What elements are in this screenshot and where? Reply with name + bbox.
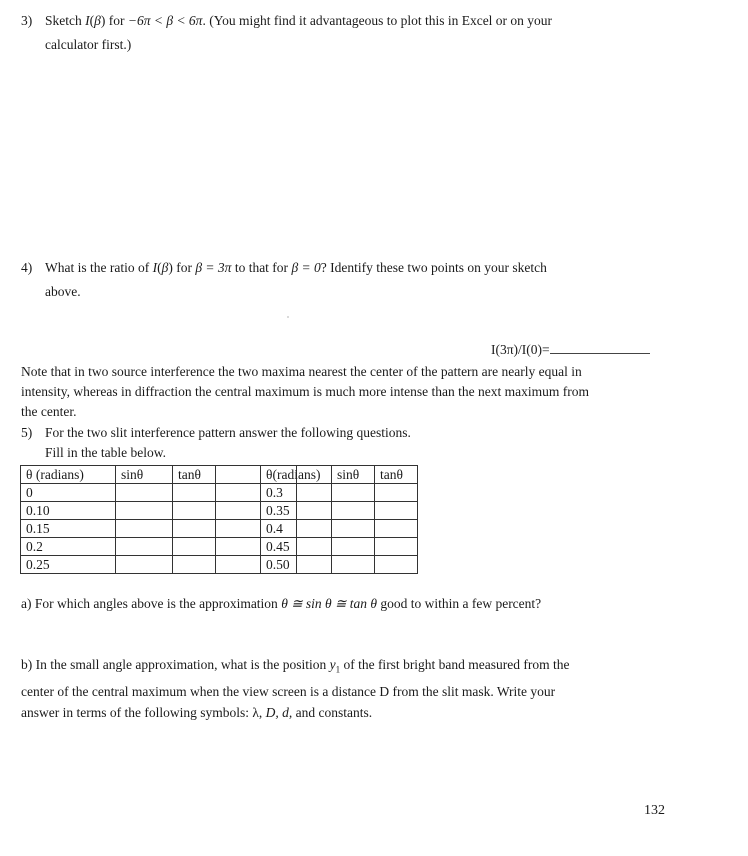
question-4-number: 4) bbox=[21, 260, 33, 275]
table-right bbox=[260, 465, 418, 574]
col-tan: tanθ bbox=[375, 466, 418, 484]
table-row: 0.35 bbox=[261, 502, 418, 520]
ratio-answer bbox=[491, 340, 650, 360]
table-row: 0.25 bbox=[21, 556, 297, 574]
question-3 bbox=[21, 11, 671, 56]
note-paragraph: Note that in two source interference the two maxima nearest the center of the pattern are nearly equal in intensity, whereas in diffraction the central maximum is much more intense than the next maximum from the center. bbox=[21, 364, 589, 419]
question-3-line-1: 3) Sketch I(β) for −6π < β < 6π. (You might find it advantageous to plot this in Excel or on your bbox=[21, 11, 671, 31]
table-row: 0.4 bbox=[261, 520, 418, 538]
page-number: 132 bbox=[644, 803, 665, 818]
question-3-line-2: calculator first.) bbox=[45, 37, 132, 53]
table-row: 0.10 bbox=[21, 502, 297, 520]
part-a: a) For which angles above is the approximation θ ≅ sin θ ≅ tan θ good to within a few percent? bbox=[21, 596, 542, 611]
ratio-label: I(3π)/I(0)= bbox=[491, 342, 550, 357]
table-left bbox=[20, 465, 297, 574]
col-theta: θ(radians) bbox=[261, 466, 332, 484]
table-row: 0.15 bbox=[21, 520, 297, 538]
approximation-formula: θ ≅ sin θ ≅ tan θ bbox=[281, 596, 377, 611]
col-sin: sinθ bbox=[116, 466, 173, 484]
col-sin: sinθ bbox=[332, 466, 375, 484]
table-header-row bbox=[21, 466, 297, 484]
col-theta: θ (radians) bbox=[21, 466, 116, 484]
table-row: 0 bbox=[21, 484, 297, 502]
ratio-answer-blank[interactable] bbox=[550, 341, 650, 354]
part-b: b) In the small angle approximation, what is the position $y_1$ of the first bright band measured from the center of the central maximum when the view screen is a distance D from the slit mask. Write your answer in terms of the following symbols: λ, D, d, and constants. bbox=[21, 657, 570, 720]
table-header-row bbox=[261, 466, 418, 484]
question-4-line-2: above. bbox=[45, 284, 81, 300]
question-3-range: −6π < β < 6π bbox=[127, 13, 203, 28]
question-3-number: 3) bbox=[21, 13, 33, 28]
table-row: 0.2 bbox=[21, 538, 297, 556]
col-tan: tanθ bbox=[173, 466, 216, 484]
question-4-line-1: 4) What is the ratio of I(β) for β = 3π to that for β = 0? Identify these two points on your sketch bbox=[21, 258, 671, 278]
question-4 bbox=[21, 258, 671, 303]
table-row: 0.45 bbox=[261, 538, 418, 556]
question-5: 5) For the two slit interference pattern answer the following questions. Fill in the table below. bbox=[21, 425, 411, 460]
question-5-number: 5) bbox=[21, 425, 33, 440]
table-row: 0.50 bbox=[261, 556, 418, 574]
table-row: 0.3 bbox=[261, 484, 418, 502]
scan-speck bbox=[287, 316, 289, 318]
